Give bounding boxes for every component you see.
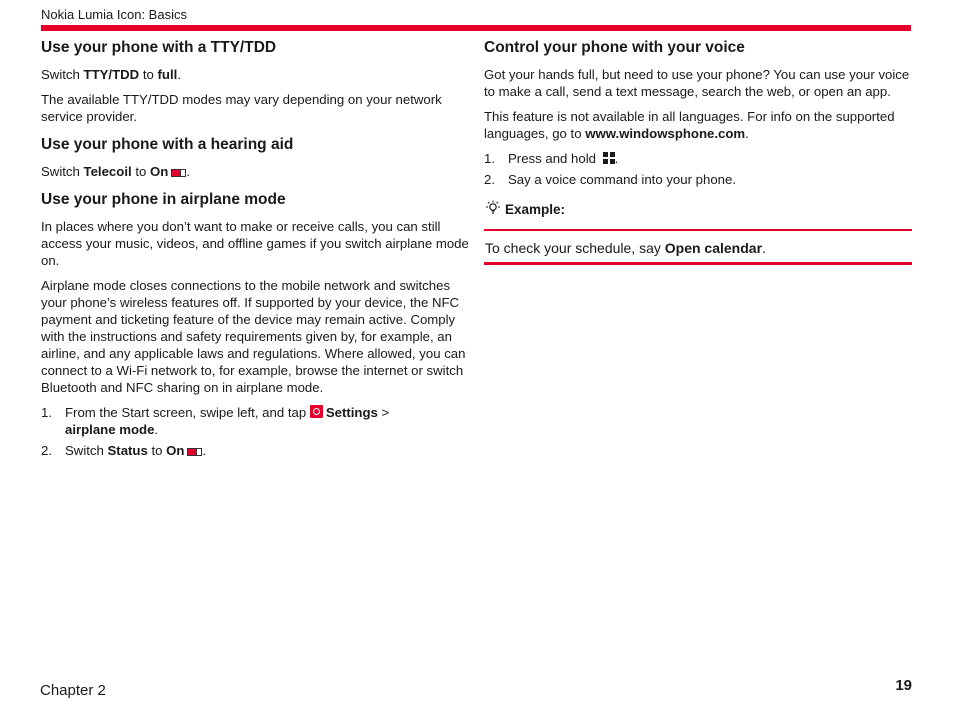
tty-heading: Use your phone with a TTY/TDD — [41, 39, 277, 56]
page-number: 19 — [895, 677, 912, 694]
hearing-instruction: Switch Telecoil to On . — [41, 164, 190, 179]
airplane-step-2: 2. Switch Status to On . — [41, 443, 207, 458]
airplane-step-1: 1. From the Start screen, swipe left, and tap Settings > airplane mode. — [41, 405, 390, 437]
tty-section — [41, 38, 473, 125]
voice-step-1: 1. Press and hold . — [484, 151, 619, 166]
windowsphone-link[interactable]: www.windowsphone.com — [585, 126, 746, 141]
hearing-section — [41, 135, 473, 180]
airplane-heading: Use your phone in airplane mode — [41, 191, 286, 208]
toggle-on-icon — [171, 169, 186, 177]
voice-languages: This feature is not available in all languages. For info on the supported languages, go to www.windowsphone.com. — [484, 109, 895, 141]
tty-instruction: Switch TTY/TDD to full. — [41, 67, 181, 82]
voice-step-2: 2. Say a voice command into your phone. — [484, 172, 736, 187]
running-header: Nokia Lumia Icon: Basics — [41, 7, 187, 22]
example-box: To check your schedule, say Open calendar. — [484, 229, 912, 265]
airplane-section — [41, 190, 473, 459]
settings-icon — [310, 405, 323, 418]
windows-icon — [603, 152, 615, 164]
toggle-on-icon — [187, 448, 202, 456]
hearing-heading: Use your phone with a hearing aid — [41, 136, 294, 153]
tip-heading: Example: — [484, 200, 912, 219]
voice-heading: Control your phone with your voice — [484, 39, 745, 56]
voice-steps — [484, 150, 912, 188]
chapter-label: Chapter 2 — [40, 682, 106, 699]
voice-intro: Got your hands full, but need to use your phone? You can use your voice to make a call, send a text message, search the web, or open an app. — [484, 67, 910, 99]
airplane-steps — [41, 404, 473, 459]
header-rule — [41, 25, 911, 31]
airplane-details: Airplane mode closes connections to the mobile network and switches your phone’s wireless features off. If supported by your device, the NFC payment and ticketing feature of the device may remain active. Comply with the instructions and safety requirements given by, for example, an airline, and any applicable laws and regulations. Where allowed, you can connect to a Wi-Fi network to, for example, browse the internet or switch Bluetooth and NFC sharing on in airplane mode. — [41, 278, 466, 395]
tty-note: The available TTY/TDD modes may vary depending on your network service provider. — [41, 92, 442, 124]
voice-section — [484, 38, 912, 265]
left-column — [41, 38, 473, 465]
right-column — [484, 38, 912, 265]
lightbulb-icon — [484, 200, 502, 216]
airplane-intro: In places where you don’t want to make or receive calls, you can still access your music, videos, and offline games if you switch airplane mode on. — [41, 219, 469, 268]
